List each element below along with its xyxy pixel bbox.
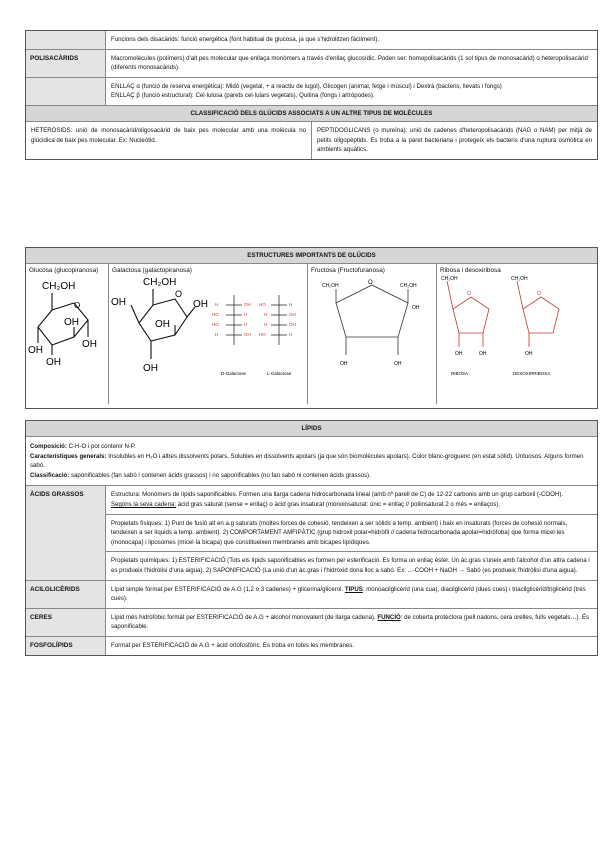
svg-text:H: H [264,322,268,327]
glucose-ring-o: O [74,301,81,310]
acylglycerides-row [26,580,597,608]
disaccharide-functions-row [26,31,597,49]
galactose-ch2oh: CH₂OH [143,277,177,288]
galactose-structure [109,275,307,401]
fructose-panel [308,264,437,404]
fructose-structure [308,275,436,399]
structures-row [26,263,597,404]
lipids-header: LÍPIDS [26,421,597,436]
beta-bond-text: ENLLAÇ β (funció estructural): Cel·lulosa (parets cel·lulars vegetals), Quitina (fongs i artròpodes). [111,92,375,100]
fatty-acids-content [106,486,597,579]
svg-text:OH: OH [289,322,296,327]
svg-text:H: H [244,322,248,327]
svg-text:H: H [215,332,219,337]
galactose-panel [109,264,308,404]
fructose-oh-2: OH [340,361,348,367]
glucose-oh-3: OH [46,357,61,368]
glycosidic-bonds [106,78,597,105]
physical-properties: Propietats físiques: 1) Punt de fusió alt en a.g saturats (moltes forces de cohesió, tendeixen a ser sòlids a temp. ambient) i baix en insaturats (forces de cohesió normals, tendeixen a ser líquids a temp. ambient). 2) COMPORTAMENT AMFIPÀTIC (grup hidroxil polar=hidròfil // cadena hidrocarbonada apolar=hidròfoba) que forma micel·les (monocapa) i liposomes (micel·la bicapa) que constitueixen membranes amb bicapes lipídiques. [106,514,597,552]
classification-text: saponificables (fan sabó i contenen àcids grassos) i no saponificables (no fan sabó ni contenen àcids grassos). [69,471,371,479]
ribose-panel [437,264,597,404]
structures-table [25,247,598,409]
deoxyribose-oh: OH [525,351,533,357]
svg-text:HO: HO [212,312,219,317]
characteristics-text: Insolubles en H₂O i altres dissolvents polars. Solubles en dissolvents apolars (ja que són biomolècules apolars). Color blanc-groguenc (en estat sòlid). Untuosos. Alguns formen sabó. [30,452,584,470]
ribose-structures [437,275,597,399]
empty-label [26,78,106,105]
fatty-acids-label: ÀCIDS GRASSOS [26,486,106,579]
fructose-oh-3: OH [394,361,402,367]
svg-text:HO: HO [259,302,266,307]
glucose-oh-1: OH [82,339,97,350]
svg-text:H: H [289,332,293,337]
ribose-ch2oh: CH₂OH [441,276,458,282]
svg-text:OH: OH [244,332,251,337]
characteristics-label: Característiques generals: [30,452,107,460]
deoxyribose-ring-o: O [537,291,541,297]
empty-label [26,31,106,49]
composition-label: Composició: [30,443,67,450]
glycosidic-bonds-row [26,77,597,105]
phospholipids-text: Format per ESTERIFICACIÓ de A.G + àcid ortofosfòric. Es troba en totes les membranes. [111,641,354,649]
svg-text:HO: HO [212,322,219,327]
composition-text: C-H-O i pot contenir N-P. [66,443,136,450]
galactose-oh-3: OH [155,319,170,330]
waxes-function: : de coberta protectora (pell nadons, cera orelles, fulls vegetals…). És saponificable. [111,613,590,631]
fructose-ring-o: O [368,280,373,286]
svg-text:H: H [215,302,219,307]
waxes-text [106,609,597,636]
glucose-oh-4: OH [28,345,43,356]
acylglycerides-label: ACILGLICÈRIDS [26,581,106,608]
waxes-label: CERES [26,609,106,636]
fructose-oh-1: OH [412,305,420,311]
ribose-oh-1: OH [455,351,463,357]
fatty-acids-row [26,485,597,579]
structure-text [106,486,597,513]
lipids-general [26,436,597,485]
alpha-bond-text: ENLLAÇ α (funció de reserva energètica): Midó (vegetal, + a reactiu de lugol), Glicogen (animal, fetge i múscul) i Dextrà (bacteris, llevats i fongs) [111,82,502,90]
chain-text: àcid gras saturat (sense = enllaç) o àcid gras insaturat (monoinsaturat: únic = enllaç // poliinsaturat 2 o més = enllaços). [176,500,501,508]
chemical-properties: Propietats químiques: 1) ESTERIFICACIÓ (Tots els lípids saponificables es formen per esterificació. Es forma un enllaç èster. Un àc.gras s'uneix amb l'alcohol d'un altra cadena i es produeix l'hidròlisi d'una aigua). 2) SAPONIFICACIÓ (La unió d'un àc.gras i l'hidròxid dona lloc a sabó. Ex: ...-COOH + NaOH → Sabó (es produeix l'hidròlisi d'una aigua). [106,551,597,579]
phospholipids-label: FOSFOLÍPIDS [26,637,106,655]
classification-row [26,121,597,159]
svg-text:OH: OH [289,312,296,317]
function-label: FUNCIÓ [377,613,401,621]
galactose-ring-o: O [175,289,183,299]
deoxyribose-label: DESOXIRRIBOSA [513,371,551,376]
waxes-row [26,608,597,636]
svg-text:HO: HO [259,332,266,337]
disaccharide-functions: Funcions dels disacàrids: funció energètica (font habitual de glucosa, ja que s'hidrolitzen fàcilment). [111,36,380,43]
glucose-title: Glucosa (glucopiranosa) [29,267,99,274]
glucose-panel [26,264,109,404]
svg-text:H: H [264,312,268,317]
ribose-ring-o: O [467,291,471,297]
glucose-oh-2: OH [64,317,79,328]
carbohydrates-table [25,30,598,160]
chain-label: Segons la seva cadena: [111,500,177,508]
acylglycerides-types: : monoacilglicèrid (una cua), diacilglicèrid (dues cues) i triacilglicèrid/triglicèrid (tres cues). [111,585,586,603]
polysaccharide-definition: Macromolècules (polímers) d'alt pes molecular que enllaça monòmers a través d'enllaç glucosídic. Poden ser: homopolisacàrids (1 sol tipus de monosacàrid) o heteropolisacàrid (diferents monosacàrids). [111,54,588,72]
svg-text:H: H [289,302,293,307]
lipids-table [25,420,598,656]
svg-text:OH: OH [244,302,251,307]
fructose-ch2oh-1: CH₂OH [322,283,339,289]
deoxyribose-ch2oh: CH₂OH [511,276,528,282]
classification-header: CLASSIFICACIÓ DELS GLÚCIDS ASSOCIATS A UN ALTRE TIPUS DE MOLÈCULES [26,105,597,121]
heterosides-text: HETERÒSIDS: unió de monosacàrid/oligosacàrid de baix pes molecular amb una molècula no glúcidica de baix pes molecular. Ex: Nucleòtid. [26,122,312,159]
ribose-oh-2: OH [479,351,487,357]
ribose-title: Ribosa i desoxiribosa [440,267,501,274]
l-galactose-label: L-Galactose [267,371,292,376]
svg-text:H: H [244,312,248,317]
phospholipids-row [26,636,597,655]
galactose-oh-2: OH [193,299,208,310]
fructose-ch2oh-2: CH₂OH [400,283,417,289]
galactose-title: Galactosa (galactopiranosa) [112,267,192,274]
galactose-oh-1: OH [111,297,126,308]
acylglycerides-text [106,581,597,608]
polysaccharide-row [26,49,597,77]
structures-header: ESTRUCTURES IMPORTANTS DE GLÚCIDS [26,248,597,263]
types-label: TIPUS [344,585,363,593]
ribose-label: RIBOSA [451,371,469,376]
peptidoglycans-text: PEPTIDOGLICANS (o mureïna): unió de cadenes d'heteropolisacàrids (NAG o NAM) per mitjà de petits oligopèptids. Es troba a la paret bacteriana i protegeix els bacteris d'una ruptura osmòtica en ambients aquàtics. [317,126,592,154]
glucose-structure [26,275,108,393]
galactose-oh-4: OH [143,363,158,374]
d-galactose-label: D-Galactose [221,371,247,376]
acylglycerides-definition: Lípid simple format per ESTERIFICACIÓ de A.G (1,2 o 3 cadenes) + glicerina/glicerol. [111,585,345,593]
structure-description: Estructura: Monòmers de lípids saponificables. Formen una llarga cadena hidrocarbonada lineal (amb nº parell de C) de 12-22 carbonis amb un grup carboxil (-COOH). [111,491,564,499]
glucose-ch2oh: CH₂OH [42,281,76,292]
polysaccharide-label: POLISACÀRIDS [26,50,106,77]
waxes-definition: Lípid més hidròfòbic format per ESTERIFICACIÓ de A.G + alcohol monovalent (de llarga cadena). [111,613,378,621]
fructose-title: Fructosa (Fructofuranosa) [311,267,385,274]
classification-label: Classificació: [30,471,70,479]
